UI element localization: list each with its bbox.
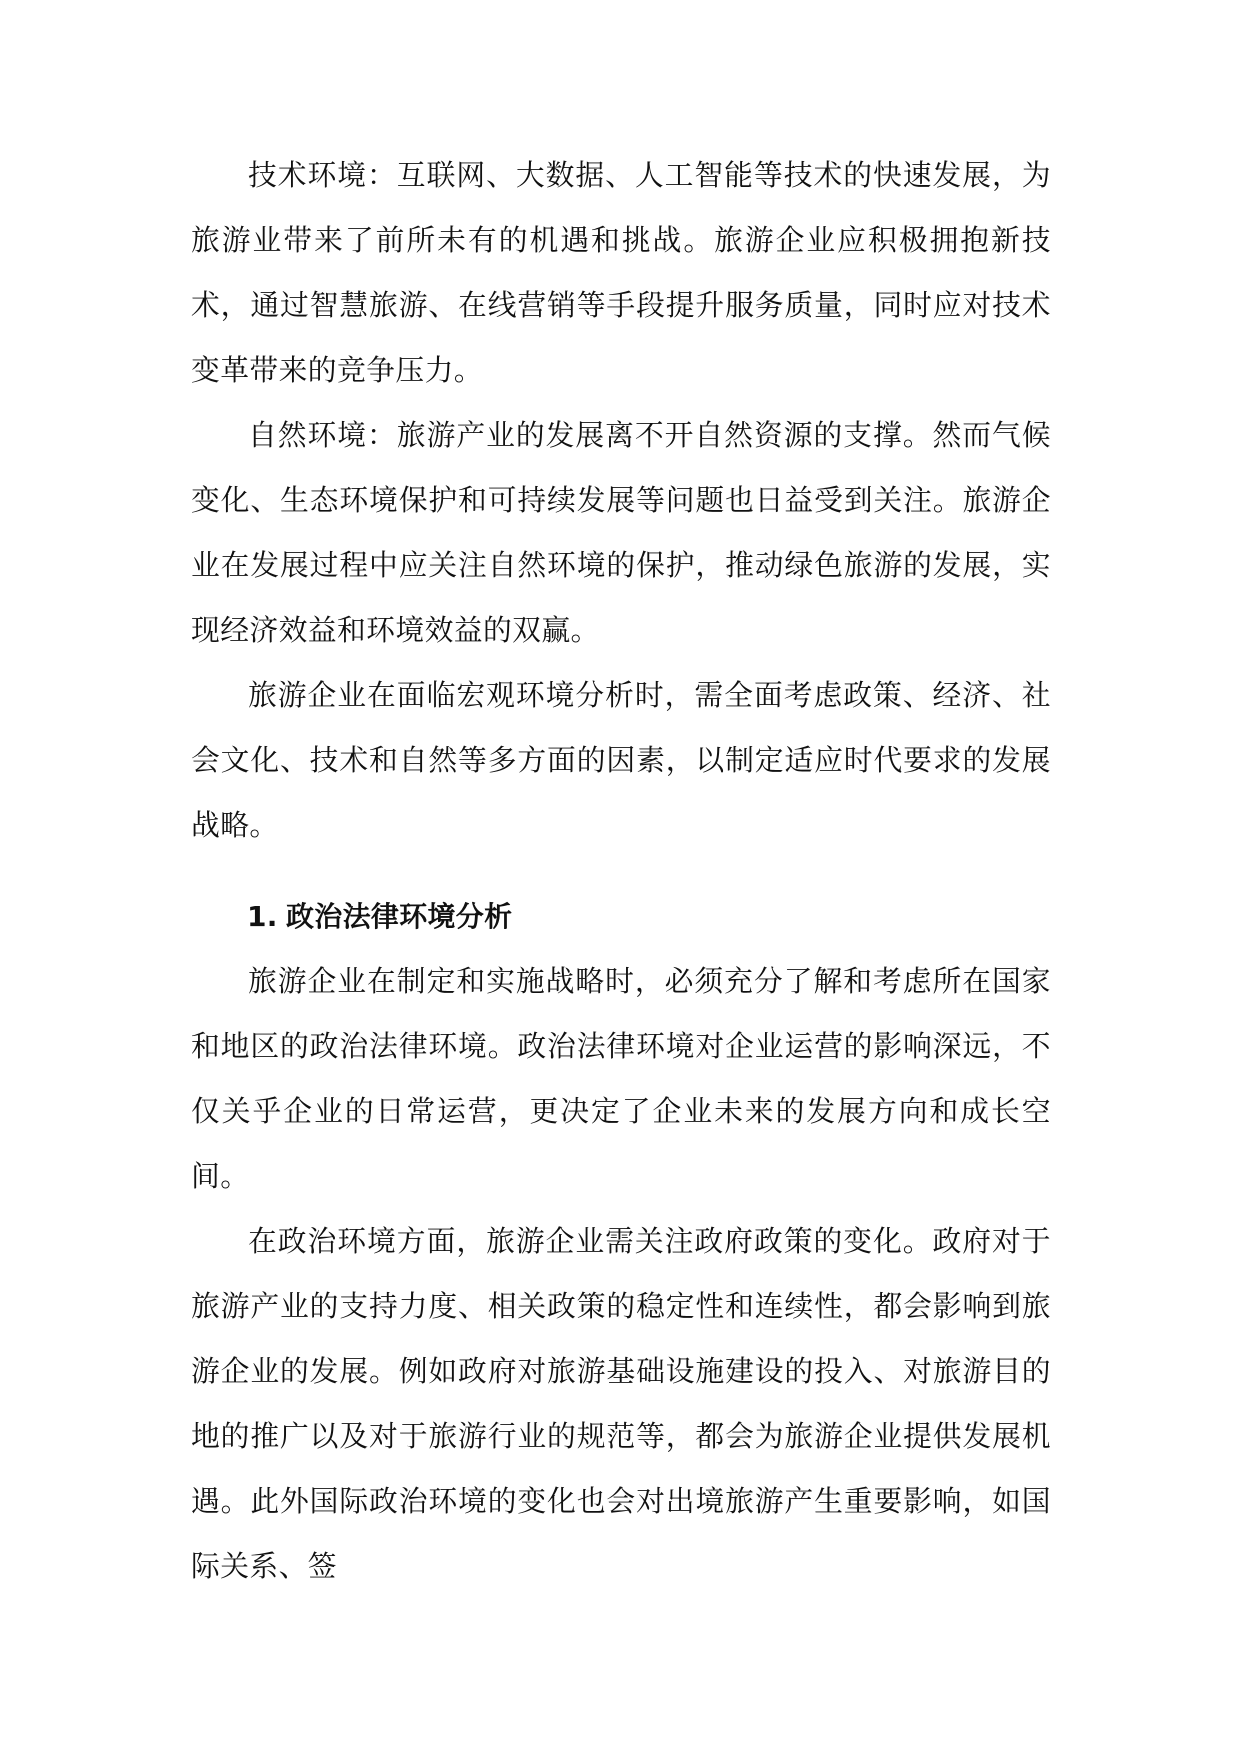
- paragraph-political-legal-intro: 旅游企业在制定和实施战略时，必须充分了解和考虑所在国家和地区的政治法律环境。政治法律环境对企业运营的影响深远，不仅关乎企业的日常运营，更决定了企业未来的发展方向和成长空间。: [191, 964, 1051, 1193]
- paragraph-natural-environment: 自然环境：旅游产业的发展离不开自然资源的支撑。然而气候变化、生态环境保护和可持续发展等问题也日益受到关注。旅游企业在发展过程中应关注自然环境的保护，推动绿色旅游的发展，实现经济效益和环境效益的双赢。: [191, 418, 1051, 647]
- section-heading: [191, 884, 1051, 949]
- page-body: [191, 143, 1051, 1599]
- paragraph-political-environment: 在政治环境方面，旅游企业需关注政府政策的变化。政府对于旅游产业的支持力度、相关政策的稳定性和连续性，都会影响到旅游企业的发展。例如政府对旅游基础设施建设的投入、对旅游目的地的推广以及对于旅游行业的规范等，都会为旅游企业提供发展机遇。此外国际政治环境的变化也会对出境旅游产生重要影响，如国际关系、签: [191, 1224, 1051, 1583]
- section-number: 1.: [247, 900, 278, 933]
- section-title: 政治法律环境分析: [286, 900, 513, 933]
- paragraph-macro-summary: 旅游企业在面临宏观环境分析时，需全面考虑政策、经济、社会文化、技术和自然等多方面的因素，以制定适应时代要求的发展战略。: [191, 678, 1051, 842]
- paragraph-technology-environment: 技术环境：互联网、大数据、人工智能等技术的快速发展，为旅游业带来了前所未有的机遇和挑战。旅游企业应积极拥抱新技术，通过智慧旅游、在线营销等手段提升服务质量，同时应对技术变革带来的竞争压力。: [191, 158, 1051, 387]
